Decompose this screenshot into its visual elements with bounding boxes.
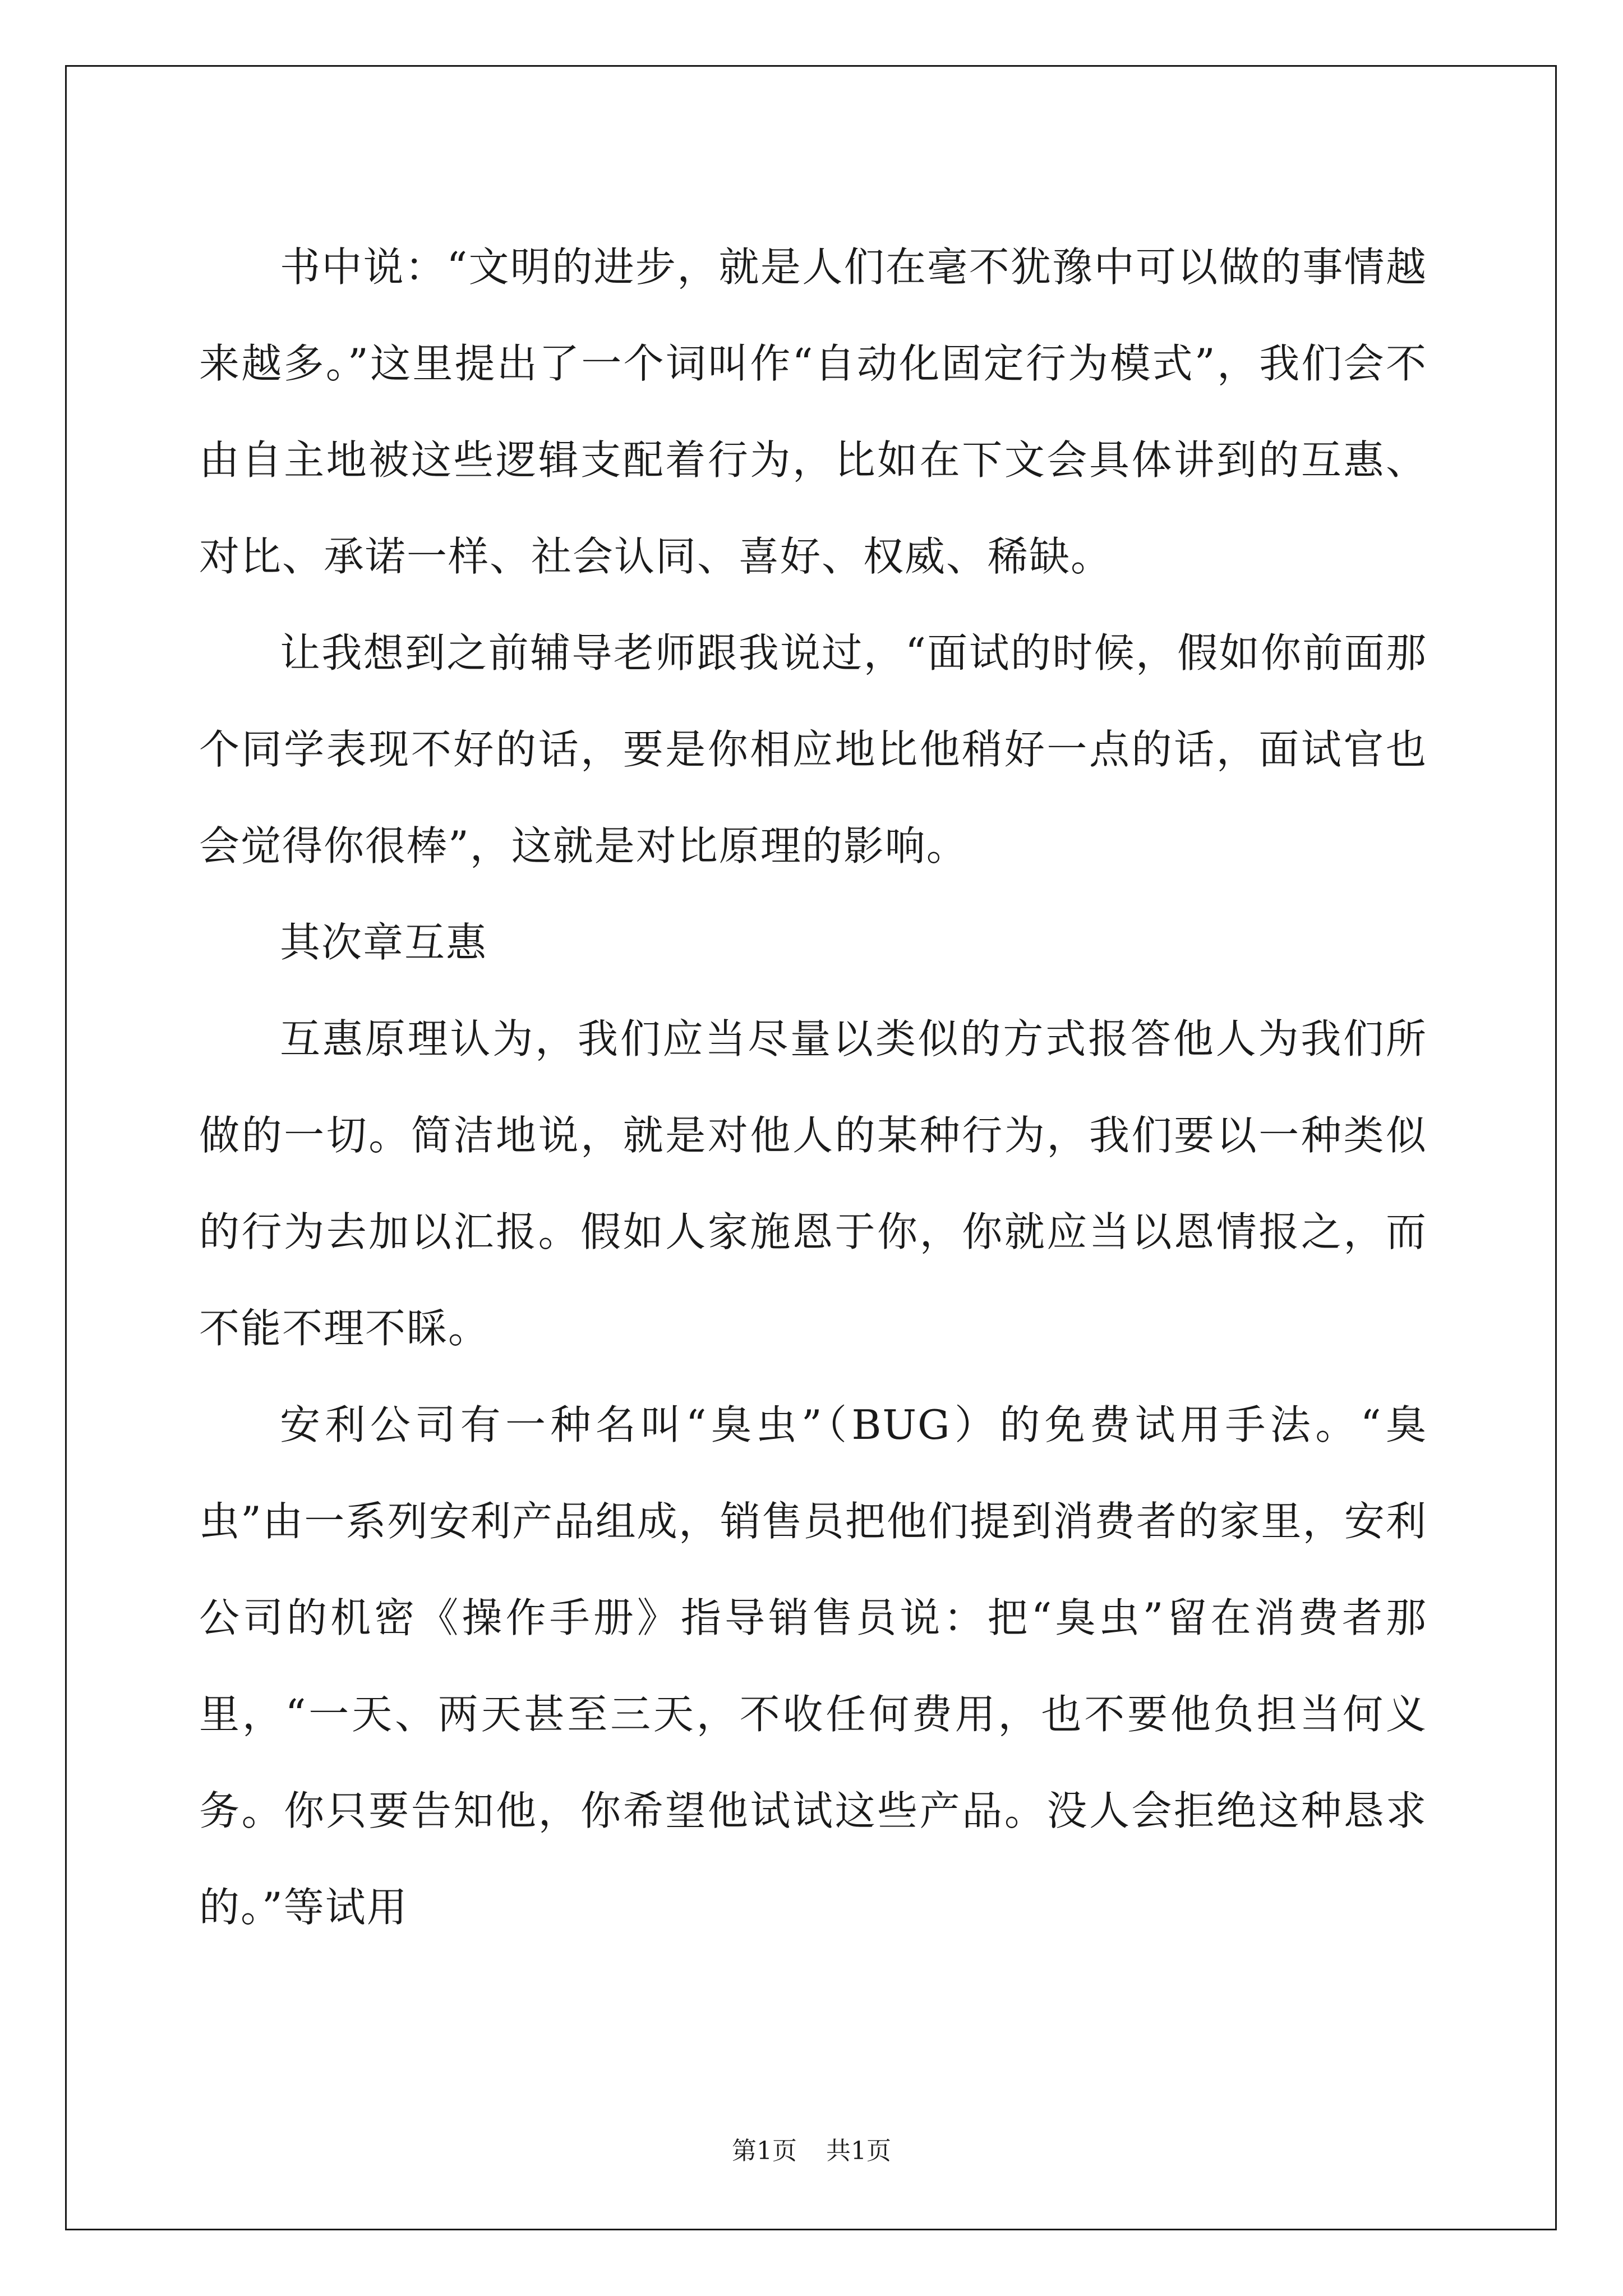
paragraph-4: 安利公司有一种名叫“臭虫”（BUG）的免费试用手法。“臭虫”由一系列安利产品组成，销售员把他们提到消费者的家里，安利公司的机密《操作手册》指导销售员说：把“臭虫”留在消费者那里，“一天、两天甚至三天，不收任何费用，也不要他负担当何义务。你只要告知他，你希望他试试这些产品。没人会拒绝这种恳求的。”等试用 (199, 1401, 1427, 1931)
paragraph-2: 让我想到之前辅导老师跟我说过，“面试的时候，假如你前面那个同学表现不好的话，要是你相应地比他稍好一点的话，面试官也会觉得你很棒”，这就是对比原理的影响。 (199, 629, 1427, 869)
document-body (199, 219, 1427, 1955)
paragraph-3: 互惠原理认为，我们应当尽量以类似的方式报答他人为我们所做的一切。简洁地说，就是对他人的某种行为，我们要以一种类似的行为去加以汇报。假如人家施恩于你，你就应当以恩情报之，而不能不理不睬。 (199, 1015, 1427, 1352)
page-number: 第1页 (732, 2137, 797, 2165)
page-footer (0, 2134, 1623, 2168)
section-heading: 其次章互惠 (280, 919, 488, 966)
paragraph-1: 书中说：“文明的进步，就是人们在毫不犹豫中可以做的事情越来越多。”这里提出了一个词叫作“自动化固定行为模式”，我们会不由自主地被这些逻辑支配着行为，比如在下文会具体讲到的互惠、对比、承诺一样、社会认同、喜好、权威、稀缺。 (199, 243, 1427, 580)
total-pages: 共1页 (826, 2137, 891, 2165)
